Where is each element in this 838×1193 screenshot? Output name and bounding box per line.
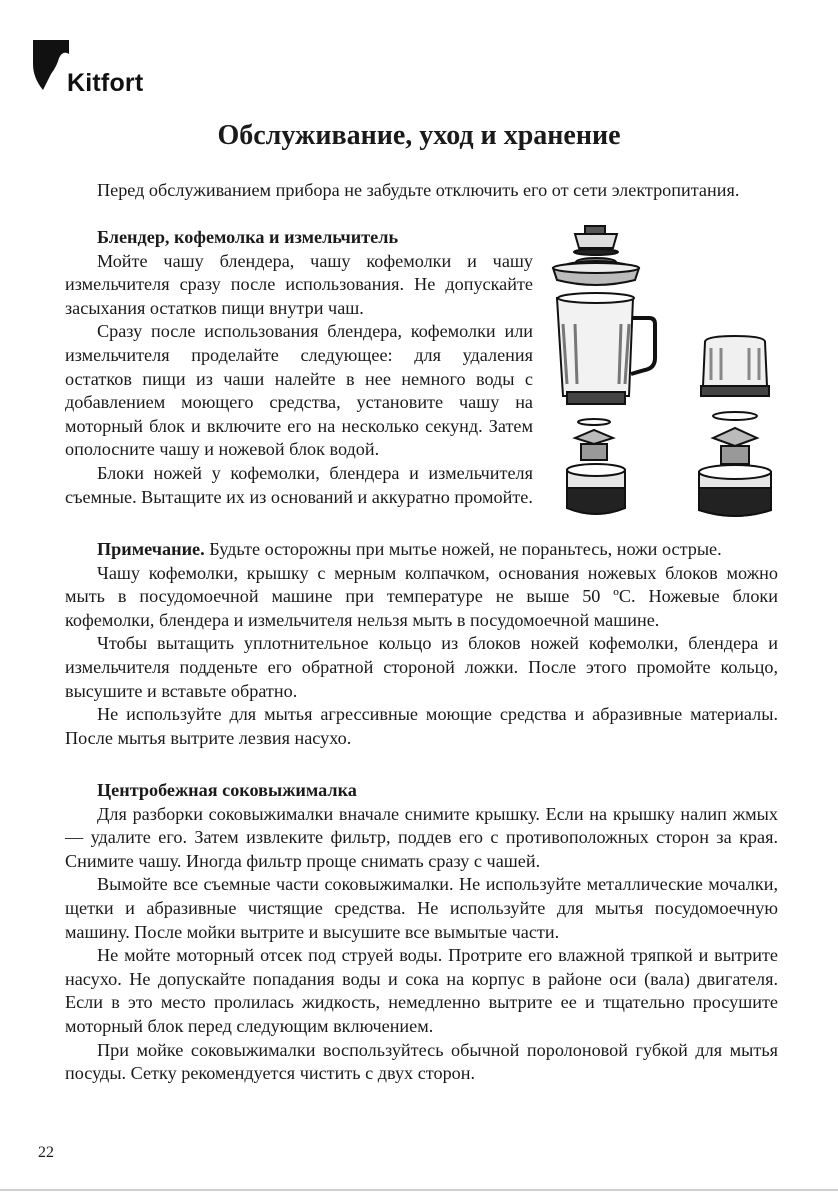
bottom-divider [0,1189,838,1191]
juicer-section [65,779,778,1086]
note-paragraph [65,538,778,562]
intro-paragraph: Перед обслуживанием прибора не забудьте отключить его от сети электропитания. [97,180,740,200]
blender-section-continued [65,538,778,750]
brand-logo [33,40,173,100]
blender-paragraph-6: Не используйте для мытья агрессивные моющие средства и абразивные материалы. После мытья вытрите лезвия насухо. [65,704,778,748]
page-number: 22 [38,1144,54,1161]
juicer-paragraph-3: Не мойте моторный отсек под струей воды. Протрите его влажной тряпкой и вытрите насухо. Не допускайте попадания воды и сока на корпус в районе оси (вала) двигателя. Если в это место пролилась жидкость, немедленно вытрите ее и тщательно просушите моторный блок перед следующим включением. [65,945,778,1036]
juicer-paragraph-1: Для разборки соковыжималки вначале снимите крышку. Если на крышку налип жмых — удалите его. Затем извлеките фильтр, поддев его с противоположных сторон за края. Снимите чашу. Иногда фильтр проще снимать сразу с чашей. [65,803,778,871]
blender-paragraph-1: Мойте чашу блендера, чашу кофемолки и чашу измельчителя сразу после использования. Не допускайте засыхания остатков пищи внутри чаш. [65,250,533,318]
blender-parts-illustration [545,224,785,530]
juicer-paragraph-2: Вымойте все съемные части соковыжималки. Не используйте металлические мочалки, щетки и абразивные чистящие средства. Не используйте для мытья посудомоечную машину. После мойки вытрите и высушите все вымытые части. [65,874,778,942]
page-title: Обслуживание, уход и хранение [217,120,621,151]
blender-paragraph-5: Чтобы вытащить уплотнительное кольцо из блоков ножей кофемолки, блендера и измельчителя подденьте его обратной стороной ложки. После этого промойте кольцо, высушите и вставьте обратно. [65,633,778,701]
blender-paragraph-4: Чашу кофемолки, крышку с мерным колпачком, основания ножевых блоков можно мыть в посудомоечной машине при температуре не выше 50 ºС. Ножевые блоки кофемолки, блендера и измельчителя нельзя мыть в посудомоечной машине. [65,562,778,630]
section-heading-juicer: Центробежная соковыжималка [97,780,357,800]
intro-block [65,179,778,203]
section-heading-blender: Блендер, кофемолка и измельчитель [97,227,399,247]
blender-paragraph-2: Сразу после использования блендера, кофемолки или измельчителя проделайте следующее: для удаления остатков пищи из чаши налейте в нее немного воды с добавлением моющего средства, установите чашу на моторный блок и включите его на несколько секунд. Затем ополосните чашу и ножевой блок водой. [65,321,533,460]
brand-name: Kitfort [67,69,144,97]
blender-section [65,226,533,509]
note-text: Будьте осторожны при мытье ножей, не пораньтесь, ножи острые. [204,539,722,559]
note-label: Примечание. [97,539,205,559]
juicer-paragraph-4: При мойке соковыжималки воспользуйтесь обычной поролоновой губкой для мытья посуды. Сетку рекомендуется чистить с двух сторон. [65,1039,778,1084]
blender-paragraph-3: Блоки ножей у кофемолки, блендера и измельчителя съемные. Вытащите их из оснований и аккуратно промойте. [65,462,533,507]
